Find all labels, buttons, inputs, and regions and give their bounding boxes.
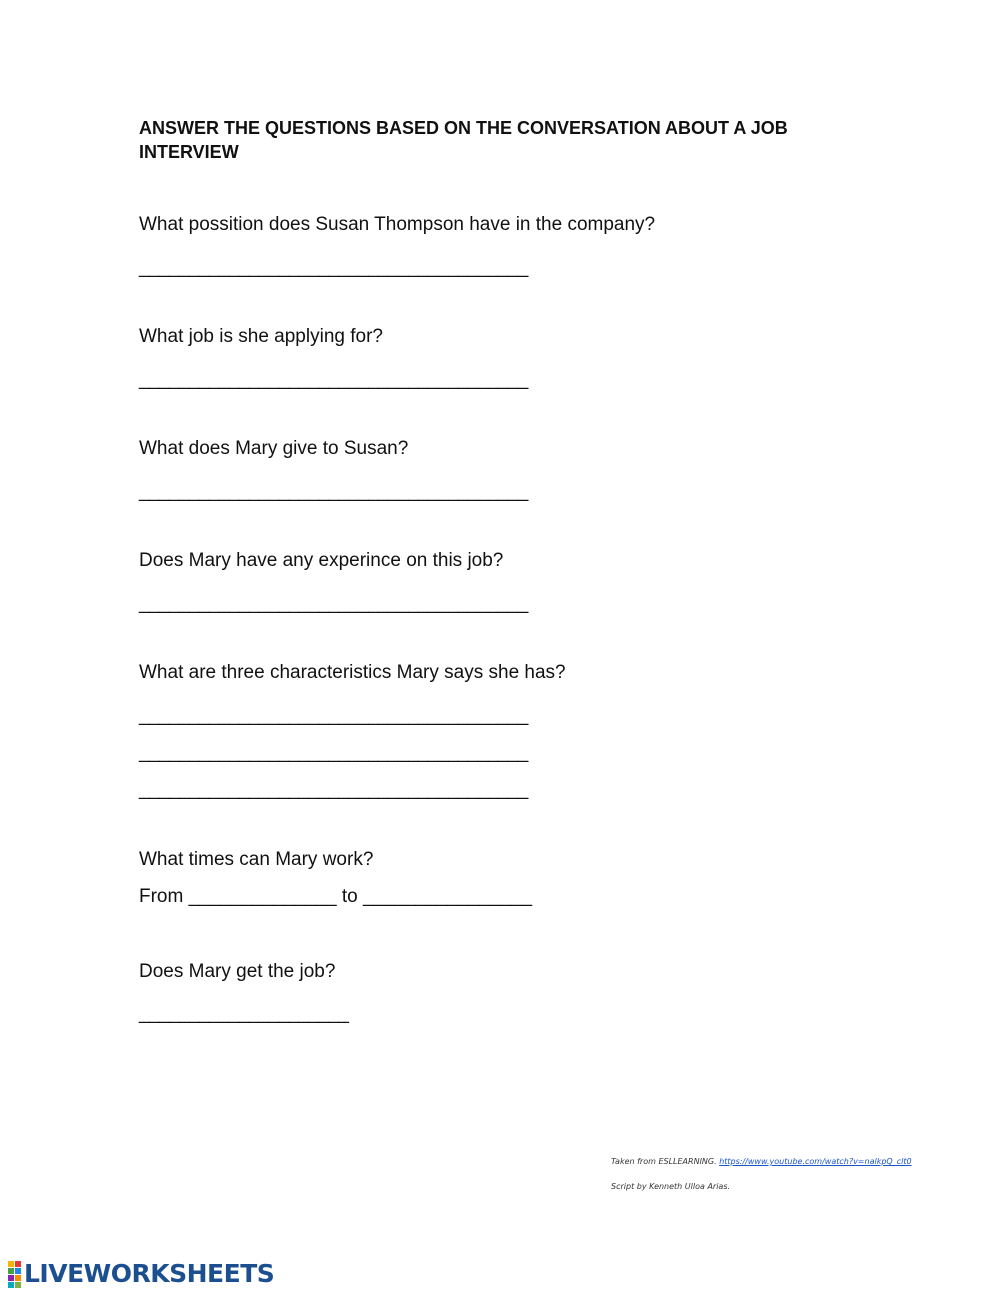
worksheet-title: ANSWER THE QUESTIONS BASED ON THE CONVERSATION ABOUT A JOB INTERVIEW — [139, 118, 788, 162]
question-6: What times can Mary work? — [139, 849, 374, 870]
answer-line-4[interactable]: _______________________________________ — [139, 593, 528, 614]
answer-line-3[interactable]: _______________________________________ — [139, 481, 528, 502]
question-4: Does Mary have any experince on this job? — [139, 550, 504, 571]
question-1: What possition does Susan Thompson have in the company? — [139, 214, 656, 235]
answer-line-5c[interactable]: _______________________________________ — [139, 779, 528, 800]
answer-line-2[interactable]: _______________________________________ — [139, 369, 528, 390]
logo-text: LIVEWORKSHEETS — [24, 1259, 275, 1288]
liveworksheets-logo — [8, 1260, 274, 1288]
answer-line-5b[interactable]: _______________________________________ — [139, 742, 528, 763]
answer-line-5a[interactable]: _______________________________________ — [139, 705, 528, 726]
script-credit: Script by Kenneth Ulloa Arias. — [611, 1182, 731, 1191]
answer-line-1[interactable]: _______________________________________ — [139, 257, 528, 278]
question-5: What are three characteristics Mary says she has? — [139, 662, 566, 683]
answer-line-7[interactable]: _____________________ — [139, 1003, 349, 1024]
question-2: What job is she applying for? — [139, 326, 383, 347]
question-3: What does Mary give to Susan? — [139, 438, 409, 459]
source-prefix: Taken from ESLLEARNING. — [611, 1157, 717, 1166]
time-answer-line[interactable]: From ______________ to ________________ — [139, 886, 533, 907]
source-credit — [611, 1157, 912, 1167]
source-link[interactable]: https://www.youtube.com/watch?v=nalkpQ_clt0 — [719, 1157, 912, 1166]
liveworksheets-blocks-icon — [8, 1261, 21, 1288]
question-7: Does Mary get the job? — [139, 961, 336, 982]
